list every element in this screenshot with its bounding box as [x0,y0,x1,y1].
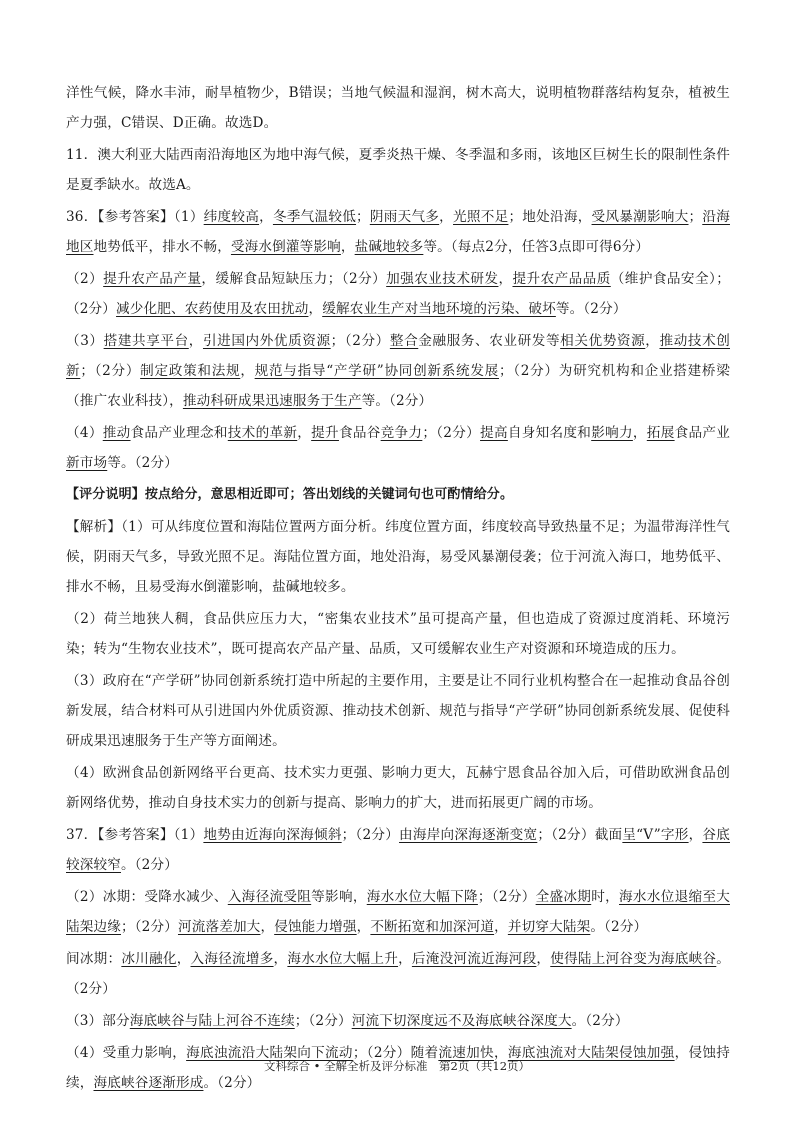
key-phrase: 河流下切深度远不及海底峡谷深度大 [351,1013,572,1029]
key-phrase: 沿海地区 [66,209,730,255]
text-segment: ；（2分） [477,889,536,905]
key-phrase: 后淹没河流近海河段 [411,951,537,967]
key-phrase: 海底浊流对大陆架侵蚀加强 [507,1045,675,1061]
text-segment: 。（2分） [571,1013,629,1029]
key-phrase: 提升农产品产量 [103,271,202,287]
text-segment: ， [297,425,312,441]
paragraph [66,78,730,138]
key-phrase: 海水水位退缩至大陆架边缘 [66,889,730,935]
paragraph [66,512,730,602]
key-phrase: 流速加快 [438,1045,494,1061]
text-segment: （4）受重力影响， [66,1045,187,1061]
paragraph [66,758,730,818]
paragraph [66,264,730,324]
text-segment: ；（2分）为研究机构和企业搭建桥梁（推广农业科技）， [66,363,730,409]
text-segment: （3） [66,333,104,349]
text-segment: ， [645,333,660,349]
text-segment: ，侵蚀持续， [66,1045,731,1091]
text-segment: （4）欧洲食品创新网络平台更高、技术实力更强、影响力更大，瓦赫宁恩食品谷加入后，可借助欧洲食品创新网络优势，推动自身技术实力的创新与提高、影响力的扩大，进而拓展更广阔的市场。 [66,765,730,811]
key-phrase: 并切穿大陆架 [507,919,591,935]
paragraph [66,944,730,1004]
text-segment: ， [308,301,323,317]
key-phrase: 呈“V”字形 [622,827,689,843]
paragraph [66,820,730,880]
text-segment: 食品产业 [674,425,731,441]
text-segment: ， [498,271,513,287]
text-segment: ；（2分） [80,363,141,379]
text-segment: ；地处沿海， [508,209,592,225]
key-phrase: 整合 [389,333,419,349]
text-segment: 食品产业理念和 [130,425,228,441]
key-phrase: 海底峡谷逐渐形成 [93,1075,204,1091]
text-segment: 等。（2分） [361,393,433,409]
key-phrase: 海底浊流沿大陆架向下流动 [186,1045,353,1061]
text-segment: （2） [66,271,104,287]
text-segment: ，缓解食品短缺压力；（2分） [201,271,387,287]
text-segment: 金融服务、农业研发等 [418,333,561,349]
text-segment: 【评分说明】按点给分，意思相近即可；答出划线的关键词句也可酌情给分。 [66,487,514,502]
key-phrase: 谷底较深较窄 [66,827,730,873]
key-phrase: 冰川融化 [121,951,177,967]
text-segment: ， [439,209,454,225]
text-segment: 【解析】（1）可从纬度位置和海陆位置两方面分析。纬度位置方面，纬度较高导致热量不足；为温带海洋性气候，阴雨天气多，导致光照不足。海陆位置方面，地处沿海，易受风暴潮侵袭；位于河流入海口，地势低平、排水不畅，且易受海水倒灌影响，盐碱地较多。 [66,519,730,595]
text-segment: ， [240,363,255,379]
key-phrase: 缓解农业生产对当地环境的污染、破坏 [322,301,556,317]
text-segment: 11．澳大利亚大陆西南沿海地区为地中海气候，夏季炎热干燥、冬季温和多雨，该地区巨树生长的限制性条件是夏季缺水。故选A。 [66,147,730,193]
key-phrase: 加强农业技术研发 [386,271,499,287]
key-phrase: 地势由近海向深海倾斜 [203,827,342,843]
key-phrase: 海水水位大幅下降 [366,889,478,905]
text-segment: ；（2分）截面 [537,827,623,843]
text-segment: ， [260,919,275,935]
key-phrase: 阴雨天气多 [369,209,440,225]
key-phrase: 提升农产品品质 [512,271,611,287]
text-segment: ， [273,951,288,967]
key-phrase: 拓展 [646,425,675,441]
key-phrase: 引进国内外优质资源 [202,333,331,349]
key-phrase: 海水水位大幅上升 [287,951,399,967]
key-phrase: 盐碱地较多 [354,239,424,255]
text-segment: 间冰期： [66,951,122,967]
text-segment: 等。（2分） [555,301,627,317]
key-phrase: 海底峡谷与陆上河谷不连续 [129,1013,295,1029]
text-segment: ；（2分） [294,1013,352,1029]
key-phrase: 提升 [311,425,339,441]
key-phrase: 搭建共享平台 [103,333,189,349]
text-segment: 时， [591,889,619,905]
paragraph [66,882,730,942]
text-segment: ， [188,333,203,349]
key-phrase: 侵蚀能力增强 [274,919,357,935]
key-phrase: 影响力 [591,425,633,441]
key-phrase: 不断拓宽和加深河道 [370,919,495,935]
key-phrase: 河流落差加大 [177,919,261,935]
key-phrase: 由海岸向深海逐渐变宽 [399,827,538,843]
key-phrase: 规范与指导“产学研”协同创新系统发展 [254,363,499,379]
key-phrase: 入海径流增多 [190,951,274,967]
key-phrase: 提高 [480,425,508,441]
key-phrase: 冬季气温较低 [272,209,357,225]
text-segment: ； [688,209,703,225]
key-phrase: 推动 [102,425,131,441]
text-segment: （2）冰期：受降水减少、 [66,889,228,905]
text-segment: （3）政府在“产学研”协同创新系统打造中所起的主要作用，主要是让不同行业机构整合在一起推动食品谷创新发展，结合材料可从引进国内外优质资源、推动技术创新、规范与指导“产学研”协同创新系统发展、促使科研成果迅速服务于生产等方面阐述。 [66,673,730,749]
key-phrase: 制定政策和法规 [140,363,241,379]
text-segment: 36．【参考答案】（1） [66,209,204,225]
text-segment: 。（2分） [120,857,178,873]
paragraph [66,202,730,262]
paragraph [66,326,730,416]
text-segment: ；（2分）随着 [352,1045,439,1061]
text-segment: ， [632,425,647,441]
key-phrase: 技术的革新 [227,425,298,441]
text-segment: （4） [66,425,103,441]
text-segment: 自身知名度和 [507,425,592,441]
text-segment: ；（2分） [120,919,178,935]
key-phrase: 使得陆上河谷变为海底峡谷 [550,951,717,967]
key-phrase: 纬度较高 [203,209,260,225]
text-segment: ；（2分） [330,333,390,349]
text-segment: （2）荷兰地狭人稠，食品供应压力大，“密集农业技术”虽可提高产量，但也造成了资源过度消耗、环境污染；转为“生物农业技术”，既可提高农产品产量、品质，又可缓解农业生产对资源和环境造成的压力。 [66,611,730,657]
text-segment: ， [494,919,508,935]
text-segment: 食品谷 [338,425,381,441]
key-phrase: 受海水倒灌等影响 [230,239,341,255]
text-segment: ， [688,827,703,843]
text-segment: ， [493,1045,508,1061]
key-phrase: 推动技术创新 [66,333,730,379]
text-segment: （3）部分 [66,1013,130,1029]
text-segment: 。（2分） [66,951,731,997]
paragraph [66,140,730,200]
paragraph [66,604,730,664]
text-segment: ；（2分） [422,425,481,441]
key-phrase: 全盛冰期 [535,889,592,905]
paragraph [66,1006,730,1036]
text-segment: 等。（每点2分，任答3点即可得6分） [423,239,650,255]
text-segment: ， [398,951,412,967]
answer-content [66,78,730,1098]
text-segment: 37．【参考答案】（1） [66,827,204,843]
key-phrase: 竞争力 [380,425,423,441]
key-phrase: 受风暴潮影响大 [591,209,689,225]
text-segment: ， [176,951,191,967]
key-phrase: 入海径流受阻 [227,889,312,905]
text-segment: ， [356,919,371,935]
page-footer: 文科综合 • 全解全析及评分标准 第2页（共12页） [263,1059,531,1073]
text-segment: 。（2分） [203,1075,261,1091]
key-phrase: 光照不足 [453,209,509,225]
text-segment: 地势低平，排水不畅， [93,239,231,255]
key-phrase: 相关优势资源 [560,333,646,349]
text-segment: ， [536,951,551,967]
text-segment: 洋性气候，降水丰沛，耐旱植物少，B错误；当地气候温和湿润，树木高大，说明植物群落结构复杂，植被生产力强，C错误、D正确。故选D。 [66,85,730,131]
text-segment: ；（2分） [341,827,400,843]
scoring-note [66,480,730,510]
paragraph [66,666,730,756]
text-segment: 等。（2分） [107,455,178,471]
key-phrase: 推动科研成果迅速服务于生产 [182,393,362,409]
text-segment: （维护食品安全）；（2分） [66,271,730,317]
text-segment: ， [340,239,355,255]
paragraph [66,418,730,478]
key-phrase: 新市场 [66,455,108,471]
text-segment: ， [259,209,273,225]
key-phrase: 减少化肥、农药使用及农田扰动 [116,301,309,317]
text-segment: 等影响， [311,889,367,905]
text-segment: 。（2分） [590,919,648,935]
text-segment: ； [356,209,370,225]
